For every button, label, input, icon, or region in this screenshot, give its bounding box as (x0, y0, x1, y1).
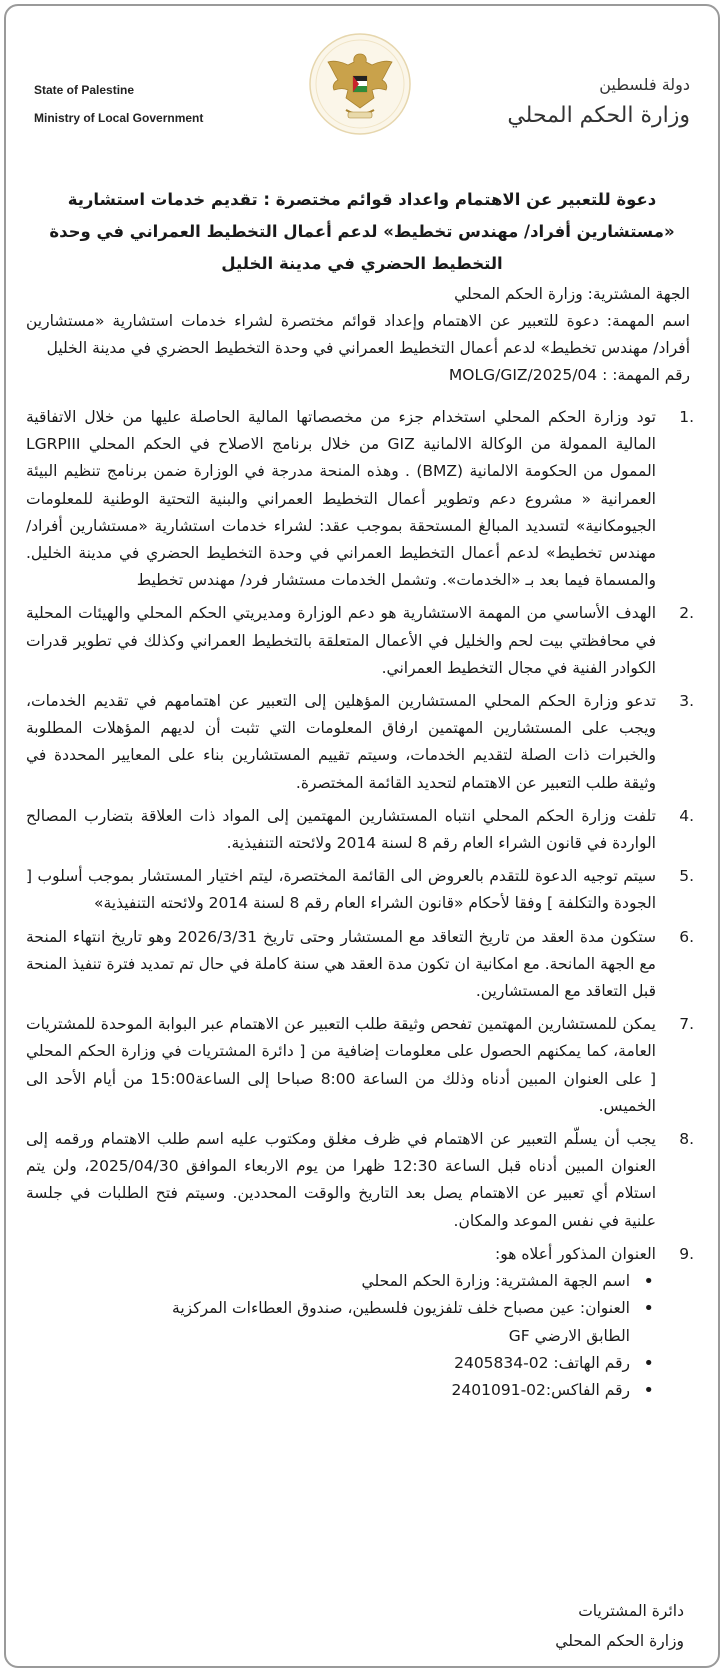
header-ministry-en: Ministry of Local Government (34, 111, 204, 125)
signature-department: دائرة المشتريات (578, 1602, 684, 1620)
address-list (26, 1268, 656, 1404)
clause-text: ستكون مدة العقد من تاريخ التعاقد مع المستشار وحتى تاريخ 2026/3/31 وهو تاريخ انتهاء المنحة مع الجهة المانحة. مع امكانية ان تكون مدة العقد هي سنة كاملة في حال تم تمديد فترة تنفيذ المنحة قبل التعاقد مع المستشارين. (26, 927, 656, 1001)
clause-item (26, 803, 700, 857)
address-phone: • رقم الهاتف: 02-2405834 (26, 1350, 656, 1377)
buyer-line: الجهة المشترية: وزارة الحكم المحلي (454, 285, 690, 303)
clause-item (26, 1241, 700, 1404)
clause-text: يجب أن يسلّم التعبير عن الاهتمام في ظرف مغلق ومكتوب عليه اسم طلب الاهتمام ورقمه إلى العنوان المبين أدناه قبل الساعة 12:30 ظهرا من يوم الاربعاء الموافق 2025/04/30، ولن يتم استلام أي تعبير عن الاهتمام يصل بعد التاريخ والوقت المحددين. وسيتم فتح الطلبات في جلسة علنية في نفس الموعد والمكان. (26, 1130, 656, 1230)
title-line: «مستشارين أفراد/ مهندس تخطيط» لدعم أعمال التخطيط العمراني في وحدة (49, 222, 675, 241)
clause-text: الهدف الأساسي من المهمة الاستشارية هو دعم الوزارة ومديريتي الحكم المحلي والهيئات المحلية في محافظتي بيت لحم والخليل في الأعمال المتعلقة بالتخطيط العمراني وكذلك في تطوير قدرات الكوادر الفنية في مجال التخطيط العمراني. (26, 604, 656, 677)
address-line: الطابق الارضي GF (508, 1326, 630, 1345)
address-location (26, 1295, 656, 1349)
signature-ministry: وزارة الحكم المحلي (555, 1632, 684, 1650)
address-line: • العنوان: عين مصباح خلف تلفزيون فلسطين، صندوق العطاءات المركزية (172, 1299, 630, 1318)
signature-block (555, 1596, 684, 1656)
clause-number: 7. (679, 1015, 694, 1034)
clause-item (26, 600, 700, 682)
clause-number: 6. (679, 927, 694, 946)
clause-item (26, 688, 700, 797)
palestine-eagle-emblem-icon (308, 32, 412, 136)
clause-text: العنوان المذكور أعلاه هو: (495, 1244, 656, 1263)
clause-item (26, 404, 700, 594)
address-buyer: • اسم الجهة المشترية: وزارة الحكم المحلي (26, 1268, 656, 1295)
clause-text: يمكن للمستشارين المهتمين تفحص وثيقة طلب التعبير عن الاهتمام عبر البوابة الموحدة للمشتريات العامة، كما يمكنهم الحصول على معلومات إضافية من [ دائرة المشتريات في وزارة الحكم المحلي [ على العنوان المبين أدناه وذلك من الساعة 8:00 صباحا إلى الساعة15:00 من أيام الأحد الى الخميس. (26, 1015, 657, 1115)
header-state-ar: دولة فلسطين (599, 75, 690, 94)
clause-number: 1. (679, 408, 694, 426)
announcement-title (42, 184, 682, 280)
title-line: دعوة للتعبير عن الاهتمام واعداد قوائم مختصرة : تقديم خدمات استشارية (67, 190, 657, 209)
clause-text: تدعو وزارة الحكم المحلي المستشارين المؤهلين إلى التعبير عن اهتمامهم في تقديم الخدمات، ويجب على المستشارين المهتمين ارفاق المعلومات التي تثبت أن لديهم المؤهلات المطلوبة والخبرات ذات الصلة لتقديم الخدمات، وسيتم تقييم المستشارين بناء على المعايير المحددة في وثيقة طلب التعبير عن الاهتمام لتحديد القائمة المختصرة. (26, 692, 656, 792)
clause-number: 8. (679, 1130, 694, 1149)
clause-item (26, 1011, 700, 1120)
task-meta (26, 281, 690, 389)
header-arabic (507, 70, 690, 132)
clause-number: 2. (679, 604, 694, 623)
address-fax: • رقم الفاكس:02-2401091 (26, 1377, 656, 1404)
clause-text: سيتم توجيه الدعوة للتقدم بالعروض الى القائمة المختصرة، ليتم اختيار المستشار بموجب أسلوب [ الجودة والتكلفة ] وفقا لأحكام «قانون الشراء العام رقم 8 لسنة 2014 ولائحته التنفيذية» (26, 867, 656, 913)
task-name-line: اسم المهمة: دعوة للتعبير عن الاهتمام وإعداد قوائم مختصرة لشراء خدمات استشارية «مستشارين أفراد/ مهندس تخطيط» لدعم أعمال التخطيط العمراني في وحدة التخطيط الحضري في مدينة الخليل (26, 312, 690, 357)
header-english (34, 76, 203, 132)
task-number-line: رقم المهمة: : MOLG/GIZ/2025/04 (448, 366, 690, 384)
clause-number: 4. (679, 806, 694, 825)
clause-number: 5. (679, 867, 694, 886)
advertisement-page (4, 4, 720, 1668)
title-line: التخطيط الحضري في مدينة الخليل (221, 254, 503, 273)
header-ministry-ar: وزارة الحكم المحلي (507, 103, 690, 128)
clause-item (26, 863, 700, 917)
clause-number: 9. (679, 1244, 694, 1263)
clause-item (26, 1126, 700, 1235)
clause-text: تود وزارة الحكم المحلي استخدام جزء من مخصصاتها المالية الحاصلة عليها من خلال الاتفاقية المالية الممولة من الوكالة الالمانية GIZ من خلال برنامج الاصلاح في الحكم المحلي LGRPIII الممول من الحكومة الالمانية (BMZ) . وهذه المنحة مدرجة في الوزارة ضمن برنامج تنظيم البيئة العمرانية « مشروع دعم وتطوير أعمال التخطيط العمراني والبنية التحتية الوطنية للمعلومات الجيومكانية» لتسديد المبالغ المستحقة بموجب عقد: لشراء خدمات استشارية «مستشارين أفراد/ مهندس تخطيط» لدعم أعمال التخطيط العمراني في وحدة التخطيط الحضري في مدينة الخليل. والمسماة فيما بعد بـ «الخدمات». وتشمل الخدمات مستشار فرد/ مهندس تخطيط (26, 408, 656, 590)
clause-number: 3. (679, 692, 694, 711)
clause-text: تلفت وزارة الحكم المحلي انتباه المستشارين المهتمين إلى المواد ذات العلاقة بتضارب المصالح الواردة في قانون الشراء العام رقم 8 لسنة 2014 ولائحته التنفيذية. (26, 806, 656, 853)
numbered-clauses (26, 404, 700, 1410)
clause-item (26, 924, 700, 1006)
header-state-en: State of Palestine (34, 83, 135, 97)
